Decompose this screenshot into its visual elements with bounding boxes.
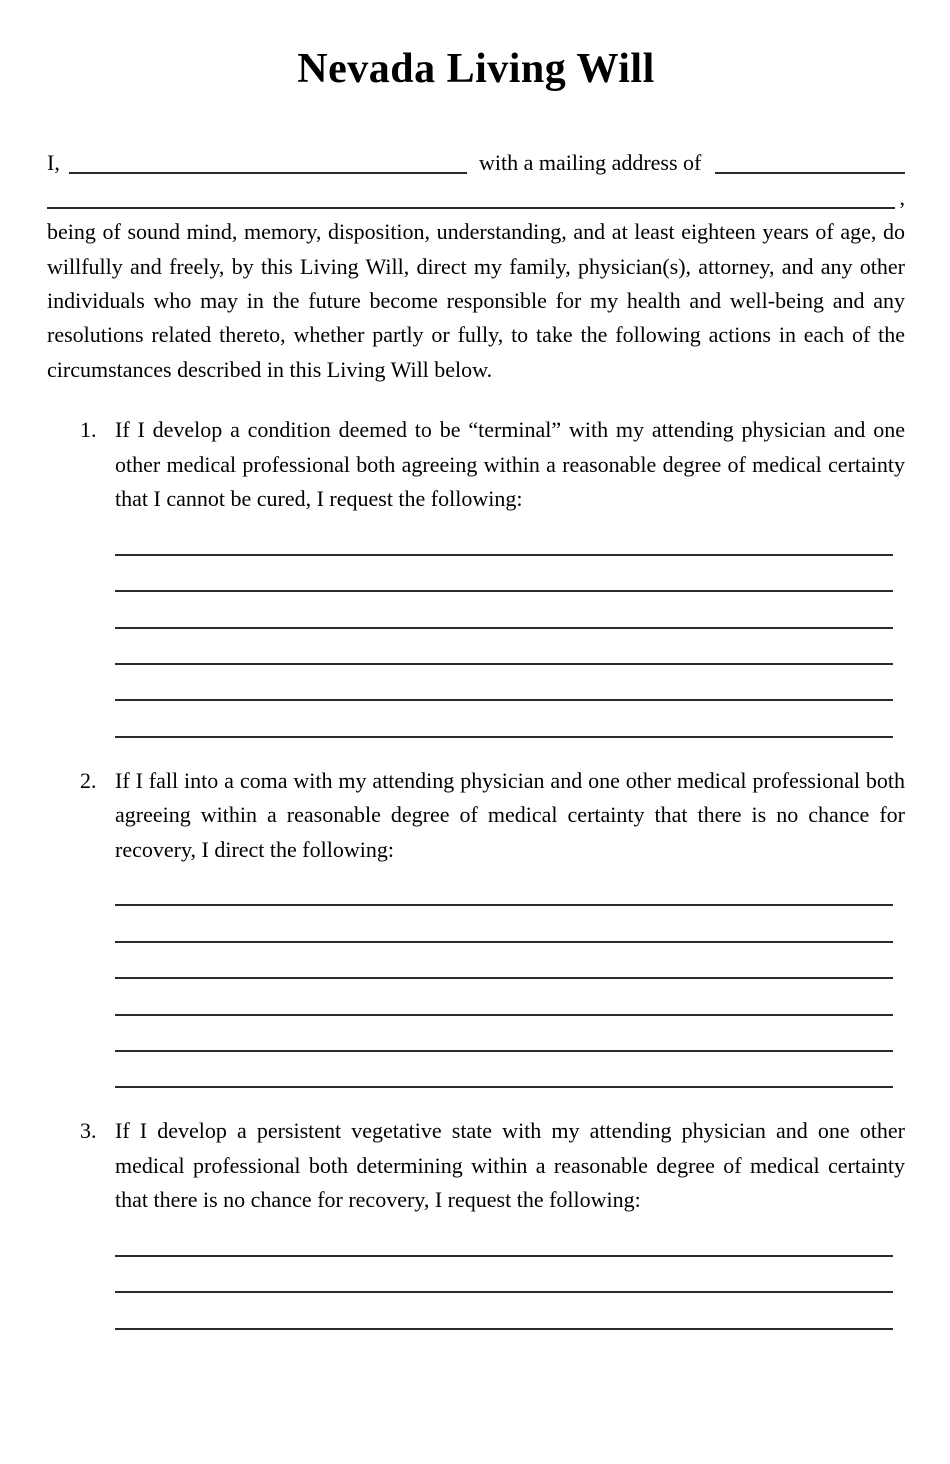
intro-block (47, 146, 905, 387)
item-body (115, 413, 905, 738)
item-number: 2. (80, 767, 97, 793)
item-response-lines (115, 870, 893, 1088)
intro-comma: , (899, 184, 905, 210)
mailing-address-blank-field-2[interactable] (47, 201, 895, 209)
item-number: 3. (80, 1118, 97, 1144)
item-response-lines (115, 1221, 893, 1330)
page-title: Nevada Living Will (297, 46, 655, 92)
intro-line-1 (47, 146, 905, 180)
blank-write-line[interactable] (115, 906, 893, 942)
blank-write-line[interactable] (115, 1016, 893, 1052)
intro-prefix: I, (47, 150, 60, 176)
list-item-coma (80, 764, 905, 1089)
blank-write-line[interactable] (115, 665, 893, 701)
item-body (115, 1114, 905, 1329)
blank-write-line[interactable] (115, 592, 893, 628)
item-body (115, 764, 905, 1089)
mailing-address-blank-field-1[interactable] (715, 166, 905, 174)
blank-write-line[interactable] (115, 979, 893, 1015)
declarant-name-blank-field[interactable] (69, 166, 467, 174)
item-text: If I fall into a coma with my attending physician and one other medical professional both agreeing within a reasonable degree of medical certainty that there is no chance for recovery, I direct the following: (115, 767, 905, 862)
blank-write-line[interactable] (115, 1257, 893, 1293)
blank-write-line[interactable] (115, 943, 893, 979)
blank-write-line[interactable] (115, 629, 893, 665)
blank-write-line[interactable] (115, 1293, 893, 1329)
item-number: 1. (80, 417, 97, 443)
list-item-terminal-condition (80, 413, 905, 738)
intro-line-2 (47, 181, 905, 215)
blank-write-line[interactable] (115, 1221, 893, 1257)
item-text: If I develop a persistent vegetative state with my attending physician and one other medical professional both determining within a reasonable degree of medical certainty that there is no chance for recovery, I request the following: (115, 1118, 905, 1213)
blank-write-line[interactable] (115, 701, 893, 737)
intro-paragraph: being of sound mind, memory, disposition, understanding, and at least eighteen years of age, do willfully and freely, by this Living Will, direct my family, physician(s), attorney, and any other individuals who may in the future become responsible for my health and well-being and any resolutions related thereto, whether partly or fully, to take the following actions in each of the circumstances described in this Living Will below. (47, 219, 905, 382)
blank-write-line[interactable] (115, 556, 893, 592)
document-page (0, 44, 950, 1464)
blank-write-line[interactable] (115, 519, 893, 555)
blank-write-line[interactable] (115, 870, 893, 906)
mailing-address-label: with a mailing address of (478, 150, 702, 176)
item-response-lines (115, 519, 893, 737)
list-item-persistent-vegetative-state (80, 1114, 905, 1329)
item-text: If I develop a condition deemed to be “terminal” with my attending physician and one other medical professional both agreeing within a reasonable degree of medical certainty that I cannot be cured, I request the following: (115, 417, 905, 512)
directives-list (47, 413, 905, 1330)
blank-write-line[interactable] (115, 1052, 893, 1088)
